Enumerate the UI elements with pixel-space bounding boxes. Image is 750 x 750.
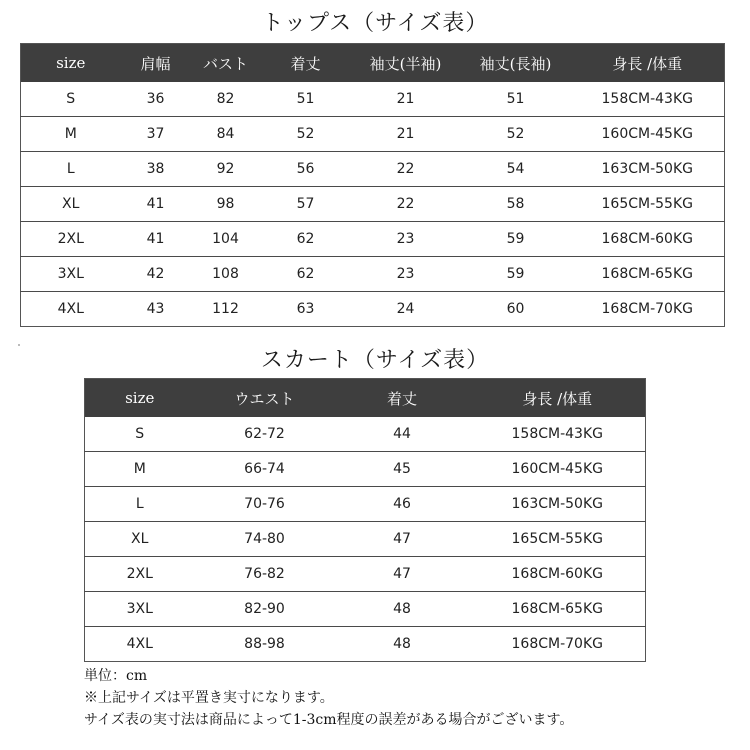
table-cell: 42 bbox=[121, 257, 191, 292]
table-cell: 168CM-60KG bbox=[470, 557, 646, 592]
table-cell: 58 bbox=[461, 187, 571, 222]
size-cell: 4XL bbox=[126, 636, 153, 652]
table-cell: 51 bbox=[461, 82, 571, 117]
size-cell: M bbox=[21, 117, 121, 152]
table-row bbox=[21, 117, 725, 152]
table-row bbox=[21, 187, 725, 222]
header-height-weight: 身長 /体重 bbox=[571, 44, 725, 83]
table-cell: 51 bbox=[261, 82, 351, 117]
table-cell: 112 bbox=[212, 301, 239, 317]
table-cell: 62 bbox=[261, 222, 351, 257]
header-waist: ウエスト bbox=[195, 379, 335, 418]
table-cell: 36 bbox=[121, 82, 191, 117]
table-cell: 88-98 bbox=[244, 636, 285, 652]
header-length: 着丈 bbox=[335, 379, 470, 418]
table-header-row bbox=[21, 44, 725, 83]
table-cell: 76-82 bbox=[195, 557, 335, 592]
table-cell: 70-76 bbox=[195, 487, 335, 522]
table-cell: 108 bbox=[191, 257, 261, 292]
table-cell: 43 bbox=[146, 301, 165, 317]
size-cell: 2XL bbox=[85, 557, 195, 592]
notes bbox=[84, 665, 573, 731]
size-cell: L bbox=[85, 487, 195, 522]
table-row bbox=[85, 487, 646, 522]
table-cell: 37 bbox=[121, 117, 191, 152]
size-cell: L bbox=[21, 152, 121, 187]
size-cell: 3XL bbox=[21, 257, 121, 292]
table-cell: 168CM-65KG bbox=[571, 257, 725, 292]
table-cell: 82-90 bbox=[195, 592, 335, 627]
table-cell: 41 bbox=[121, 187, 191, 222]
table-cell: 92 bbox=[191, 152, 261, 187]
table-cell: 21 bbox=[351, 117, 461, 152]
table-row bbox=[85, 522, 646, 557]
table-cell: 38 bbox=[121, 152, 191, 187]
table-cell: 163CM-50KG bbox=[470, 487, 646, 522]
table-cell: 74-80 bbox=[195, 522, 335, 557]
size-cell: 2XL bbox=[21, 222, 121, 257]
tolerance-note: サイズ表の実寸法は商品によって1-3cm程度の誤差がある場合がございます。 bbox=[84, 712, 574, 728]
table-cell: 158CM-43KG bbox=[571, 82, 725, 117]
table-cell: 59 bbox=[461, 222, 571, 257]
size-cell: S bbox=[85, 417, 195, 452]
table-cell: 62 bbox=[261, 257, 351, 292]
table-cell: 48 bbox=[335, 592, 470, 627]
table-cell: 48 bbox=[393, 636, 411, 652]
table-cell: 52 bbox=[261, 117, 351, 152]
table-row bbox=[85, 452, 646, 487]
table-cell: 44 bbox=[335, 417, 470, 452]
table-row bbox=[85, 592, 646, 627]
table-cell: 66-74 bbox=[195, 452, 335, 487]
size-cell: 3XL bbox=[85, 592, 195, 627]
table-cell: 82 bbox=[191, 82, 261, 117]
size-cell: XL bbox=[85, 522, 195, 557]
table-row bbox=[85, 557, 646, 592]
skirt-size-chart-title: スカート（サイズ表） bbox=[260, 348, 490, 373]
table-cell: 47 bbox=[335, 522, 470, 557]
header-length: 着丈 bbox=[261, 44, 351, 83]
table-cell: 54 bbox=[461, 152, 571, 187]
table-cell: 45 bbox=[335, 452, 470, 487]
table-cell: 62-72 bbox=[195, 417, 335, 452]
table-cell: 52 bbox=[461, 117, 571, 152]
size-cell: M bbox=[85, 452, 195, 487]
table-cell: 165CM-55KG bbox=[470, 522, 646, 557]
table-cell: 46 bbox=[335, 487, 470, 522]
measurement-note: ※上記サイズは平置き実寸になります。 bbox=[84, 690, 334, 706]
header-short-sleeve: 袖丈(半袖) bbox=[351, 44, 461, 83]
table-cell: 41 bbox=[121, 222, 191, 257]
table-row bbox=[85, 417, 646, 452]
table-cell: 22 bbox=[351, 187, 461, 222]
table-cell: 160CM-45KG bbox=[571, 117, 725, 152]
table-cell: 158CM-43KG bbox=[470, 417, 646, 452]
table-cell: 84 bbox=[191, 117, 261, 152]
table-header-row bbox=[85, 379, 646, 418]
table-cell: 168CM-60KG bbox=[571, 222, 725, 257]
header-shoulder: 肩幅 bbox=[121, 44, 191, 83]
size-cell: S bbox=[21, 82, 121, 117]
table-cell: 98 bbox=[191, 187, 261, 222]
table-cell: 160CM-45KG bbox=[470, 452, 646, 487]
table-cell: 57 bbox=[261, 187, 351, 222]
table-cell: 22 bbox=[351, 152, 461, 187]
table-row bbox=[21, 152, 725, 187]
table-cell: 163CM-50KG bbox=[571, 152, 725, 187]
header-bust: バスト bbox=[191, 44, 261, 83]
table-cell: 24 bbox=[396, 301, 415, 317]
table-cell: 47 bbox=[335, 557, 470, 592]
table-cell: 56 bbox=[261, 152, 351, 187]
table-row bbox=[21, 292, 725, 327]
tops-size-chart-title: トップス（サイズ表） bbox=[261, 11, 489, 36]
table-row bbox=[85, 627, 646, 662]
header-size: size bbox=[85, 379, 195, 418]
table-cell: 168CM-65KG bbox=[470, 592, 646, 627]
table-cell: 21 bbox=[351, 82, 461, 117]
skirt-size-table bbox=[84, 378, 646, 662]
table-cell: 168CM-70KG bbox=[511, 636, 603, 652]
table-cell: 168CM-70KG bbox=[601, 301, 693, 317]
size-cell: 4XL bbox=[57, 301, 84, 317]
table-cell: 23 bbox=[351, 257, 461, 292]
size-cell: XL bbox=[21, 187, 121, 222]
header-size: size bbox=[21, 44, 121, 83]
table-row bbox=[21, 257, 725, 292]
table-row bbox=[21, 222, 725, 257]
header-long-sleeve: 袖丈(長袖) bbox=[461, 44, 571, 83]
table-cell: 60 bbox=[506, 301, 525, 317]
table-cell: 23 bbox=[351, 222, 461, 257]
tops-size-table bbox=[20, 43, 725, 327]
table-cell: 63 bbox=[296, 301, 315, 317]
table-row bbox=[21, 82, 725, 117]
table-cell: 59 bbox=[461, 257, 571, 292]
unit-note: 単位：cm bbox=[84, 668, 148, 684]
table-cell: 165CM-55KG bbox=[571, 187, 725, 222]
table-cell: 104 bbox=[191, 222, 261, 257]
header-height-weight: 身長 /体重 bbox=[470, 379, 646, 418]
